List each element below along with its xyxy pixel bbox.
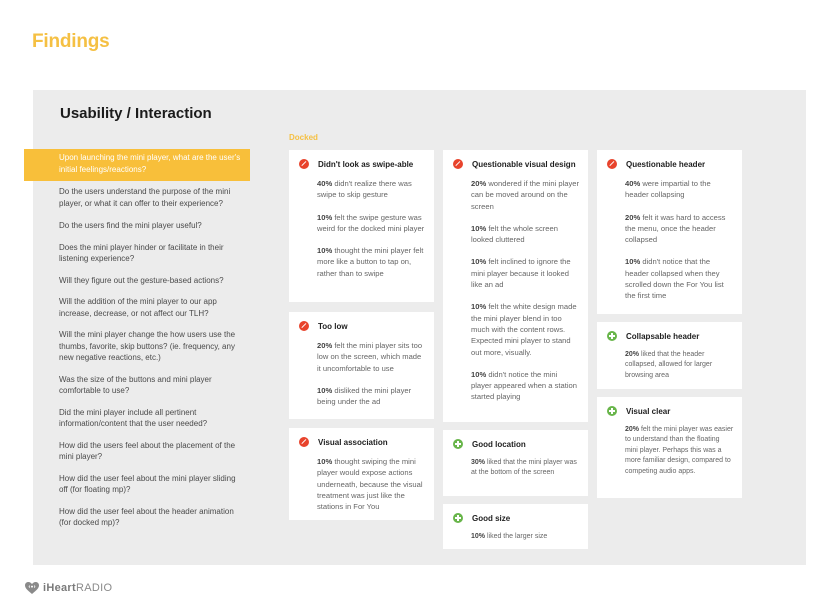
question-item: Does the mini player hinder or facilitate in their listening experience? [59,242,224,263]
finding-text: 20% felt the mini player sits too low on the screen, which made it uncomfortable to use [317,341,423,373]
question-item: Will the mini player change the how users use the thumbs, favorite, skip buttons? (ie. frequency, any new negative reactions, etc.) [59,330,236,362]
question-item: How did the user feel about the header animation (for docked mp)? [59,506,234,527]
negative-icon [299,159,309,169]
question-item: Upon launching the mini player, what are the user's initial feelings/reactions? [24,149,250,181]
finding-card [443,150,588,422]
card-title: Questionable header [626,159,706,169]
finding-text: 20% felt the mini player was easier to understand than the floating mini player. Perhaps this was a more familiar design, compared to competing audio apps. [625,426,734,475]
question-item: Do the users find the mini player useful? [59,221,202,230]
finding-text: 10% felt the whole screen looked cluttered [471,223,558,245]
finding-text: 30% liked that the mini player was at the bottom of the screen [471,459,577,477]
finding-text: 10% disliked the mini player being under the ad [317,385,412,407]
finding-text: 10% felt inclined to ignore the mini player because it looked like an ad [471,257,571,290]
finding-text: 10% thought swiping the mini player would expose actions underneath, because the visual treatment was just like the stations in For You [317,457,423,512]
card-title: Didn't look as swipe-able [318,159,414,169]
question-item: Did the mini player include all pertinent information/content that the user needed? [59,407,208,428]
finding-text: 40% were impartial to the header collapsing [625,179,711,200]
finding-card [597,397,742,498]
card-title: Collapsable header [626,331,700,341]
finding-card [289,150,434,302]
question-item: Will they figure out the gesture-based actions? [59,275,224,285]
question-item: Will the addition of the mini player to our app increase, decrease, or not affect our TLH? [59,297,217,318]
section-title: Usability / Interaction [60,105,212,122]
finding-card [289,428,434,520]
positive-icon [607,406,617,416]
question-item: How did the users feel about the placement of the mini player? [59,440,236,461]
finding-card [597,150,742,314]
page-title: Findings [32,31,110,52]
research-questions-list [24,149,250,529]
finding-text: 20% liked that the header collapsed, allowed for larger browsing area [625,351,713,379]
card-title: Too low [318,321,348,331]
heart-icon [24,581,40,595]
finding-card [597,322,742,389]
question-item: Was the size of the buttons and mini player comfortable to use? [59,374,212,395]
question-item: How did the user feel about the mini player sliding off (for floating mp)? [59,473,236,494]
negative-icon [607,159,617,169]
finding-text: 10% thought the mini player felt more like a button to tap on, rather than to swipe [317,246,424,278]
finding-text: 20% wondered if the mini player can be moved around on the screen [471,179,580,211]
negative-icon [453,159,463,169]
finding-text: 10% didn't notice that the header collapsed when they scrolled down the For You list the first time [625,257,724,301]
card-title: Visual association [318,437,388,447]
card-title: Questionable visual design [472,159,576,169]
finding-card [289,312,434,419]
column-label-docked: Docked [289,133,318,142]
finding-text: 10% felt the white design made the mini player blend in too much with the content rows. Expected mini player to stand out more, visually. [471,302,577,357]
iheartradio-logo [24,581,112,595]
negative-icon [299,437,309,447]
positive-icon [607,331,617,341]
finding-text: 10% liked the larger size [471,533,548,540]
finding-text: 10% felt the swipe gesture was weird for the docked mini player [317,212,425,233]
card-title: Visual clear [626,406,671,416]
card-title: Good size [472,513,511,523]
finding-text: 20% felt it was hard to access the menu, once the header collapsed [625,212,726,245]
positive-icon [453,513,463,523]
card-title: Good location [472,439,526,449]
finding-card [443,504,588,549]
question-item: Do the users understand the purpose of the mini player, or what it can offer to their experience? [59,187,231,208]
negative-icon [299,321,309,331]
finding-card [443,430,588,496]
finding-text: 40% didn't realize there was swipe to skip gesture [317,179,412,200]
logo-wordmark: iHeartRADIO [43,582,113,594]
finding-text: 10% didn't notice the mini player appeared when a station started playing [471,369,577,402]
positive-icon [453,439,463,449]
